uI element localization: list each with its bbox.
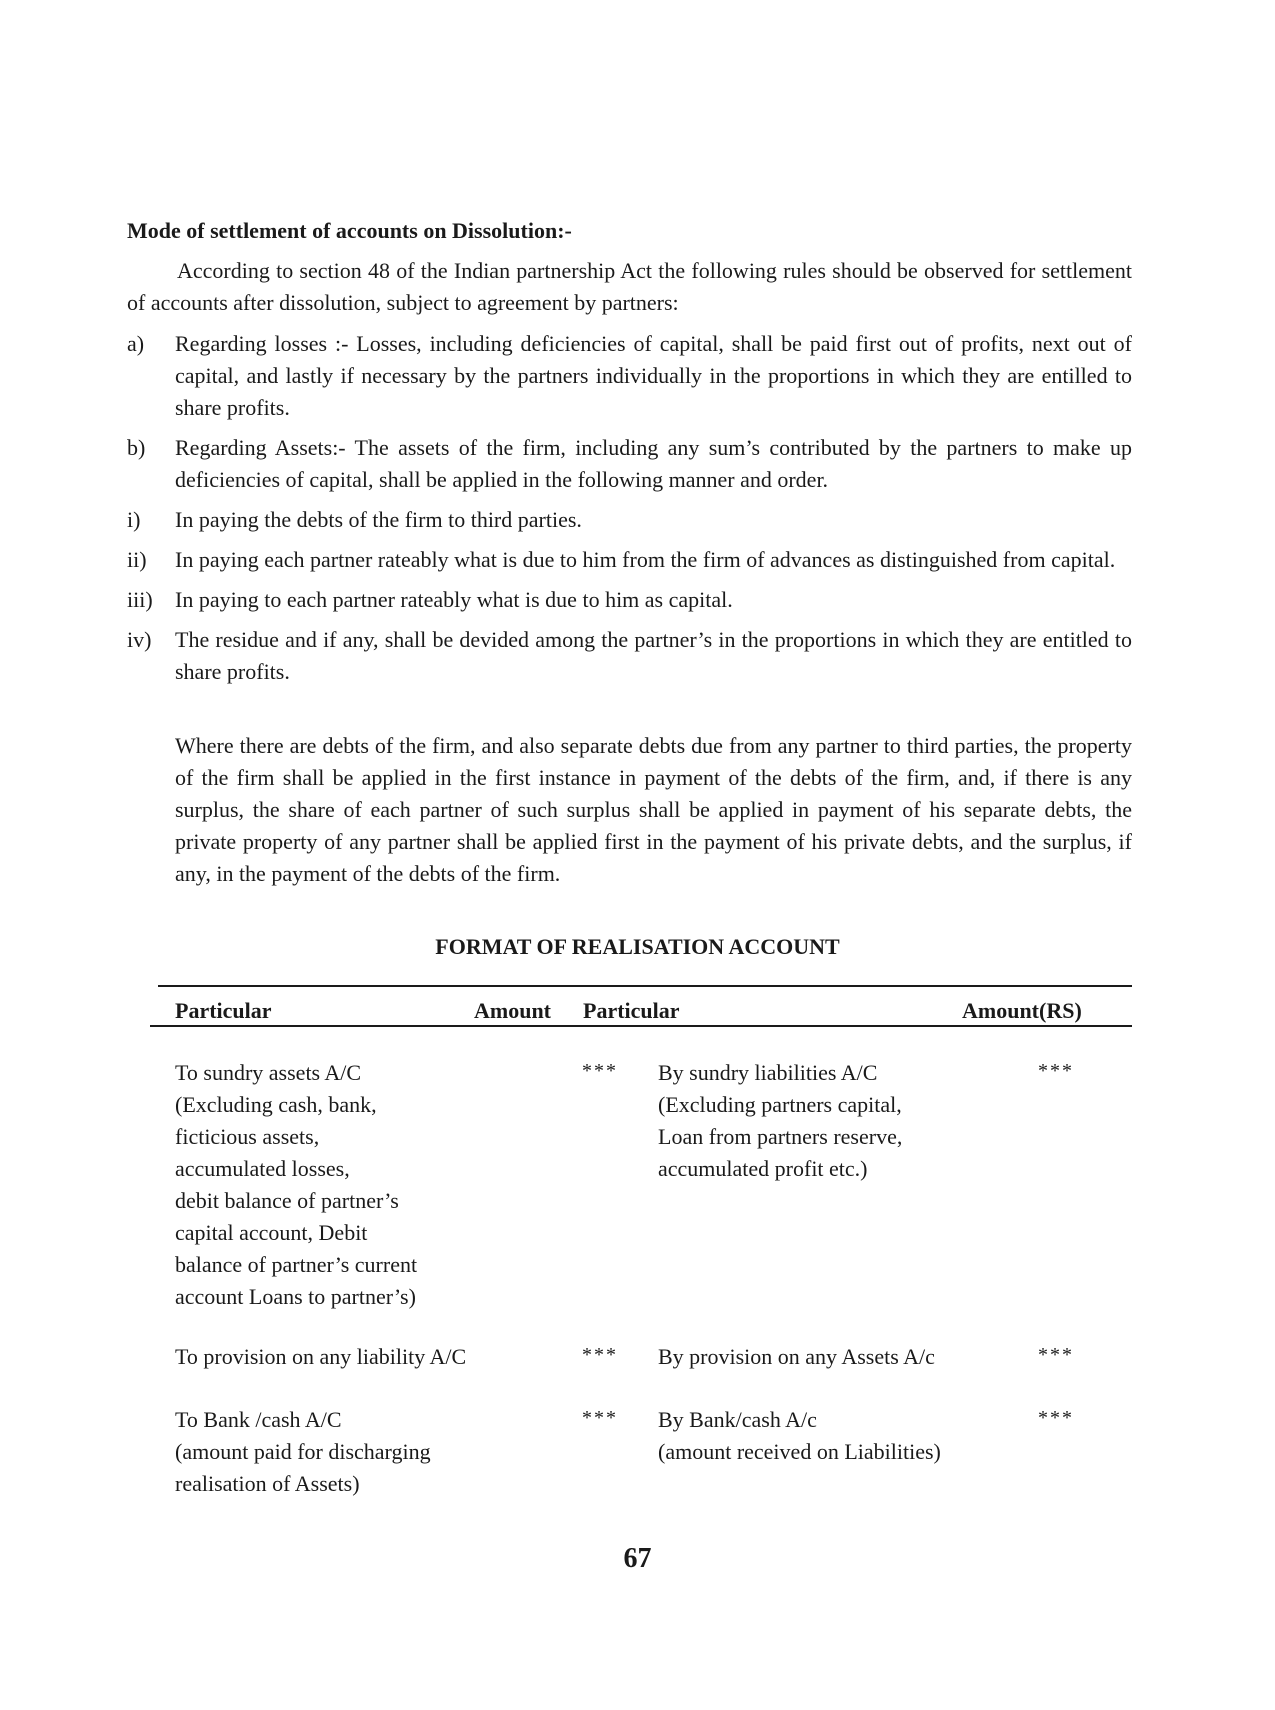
table-row-credit-amount: *** xyxy=(1038,1407,1074,1429)
table-row-debit-amount: *** xyxy=(582,1060,618,1082)
header-particular-debit: Particular xyxy=(175,998,272,1023)
list-item xyxy=(127,504,1132,536)
table-row-debit-amount: *** xyxy=(582,1407,618,1429)
section-heading: Mode of settlement of accounts on Dissolution:- xyxy=(127,218,572,243)
table-row-credit-amount: *** xyxy=(1038,1344,1074,1366)
intro-paragraph xyxy=(127,255,1132,319)
table-title: FORMAT OF REALISATION ACCOUNT xyxy=(435,934,840,959)
list-item-text: The residue and if any, shall be devided among the partner’s in the proportions in which they are entitled to share profits. xyxy=(175,627,1132,684)
list-item xyxy=(127,328,1132,424)
table-top-rule xyxy=(158,985,1132,987)
list-item-text: In paying the debts of the firm to third parties. xyxy=(175,507,582,532)
table-row-credit-particular: By Bank/cash A/c (amount received on Liabilities) xyxy=(658,1407,941,1464)
header-amount-credit: Amount(RS) xyxy=(962,998,1082,1023)
table-row-credit-particular: By provision on any Assets A/c xyxy=(658,1344,935,1369)
list-marker: i) xyxy=(127,507,141,532)
table-header-rule xyxy=(150,1025,1132,1027)
list-item-text: Regarding Assets:- The assets of the firm, including any sum’s contributed by the partners to make up deficiencies of capital, shall be applied in the following manner and order. xyxy=(175,435,1132,492)
page-number: 67 xyxy=(623,1543,652,1574)
header-amount-debit: Amount xyxy=(474,998,552,1023)
list-item xyxy=(127,584,1132,616)
list-marker: a) xyxy=(127,331,145,356)
table-row-debit-particular: To sundry assets A/C (Excluding cash, bank, ficticious assets, accumulated losses, debit balance of partner’s capital account, Debit balance of partner’s current account Loans to partner’s) xyxy=(175,1060,418,1309)
rules-list xyxy=(127,328,1132,696)
list-item xyxy=(127,432,1132,496)
table-row-credit-particular: By sundry liabilities A/C (Excluding partners capital, Loan from partners reserve, accumulated profit etc.) xyxy=(658,1060,903,1181)
table-row-debit-amount: *** xyxy=(582,1344,618,1366)
list-marker: iv) xyxy=(127,627,152,652)
list-item-text: In paying to each partner rateably what is due to him as capital. xyxy=(175,587,733,612)
debts-paragraph: Where there are debts of the firm, and also separate debts due from any partner to third parties, the property of the firm shall be applied in the first instance in payment of the debts of the firm, and, if there is any surplus, the share of each partner of such surplus shall be applied in payment of his separate debts, the private property of any partner shall be applied first in the payment of his private debts, and the surplus, if any, in the payment of the debts of the firm. xyxy=(175,733,1132,886)
intro-text: According to section 48 of the Indian partnership Act the following rules should be observed for settlement of accounts after dissolution, subject to agreement by partners: xyxy=(127,258,1132,315)
table-row-credit-amount: *** xyxy=(1038,1060,1074,1082)
list-marker: iii) xyxy=(127,587,153,612)
table-row-debit-particular: To Bank /cash A/C (amount paid for discharging realisation of Assets) xyxy=(175,1407,431,1496)
list-marker: ii) xyxy=(127,547,147,572)
header-particular-credit: Particular xyxy=(583,998,680,1023)
list-item-text: Regarding losses :- Losses, including deficiencies of capital, shall be paid first out of profits, next out of capital, and lastly if necessary by the partners individually in the proportions in which they are entilled to share profits. xyxy=(175,331,1132,420)
table-row-debit-particular: To provision on any liability A/C xyxy=(175,1344,467,1369)
list-item-text: In paying each partner rateably what is due to him from the firm of advances as distinguished from capital. xyxy=(175,547,1116,572)
list-item xyxy=(127,544,1132,576)
list-item xyxy=(127,624,1132,688)
list-marker: b) xyxy=(127,435,146,460)
